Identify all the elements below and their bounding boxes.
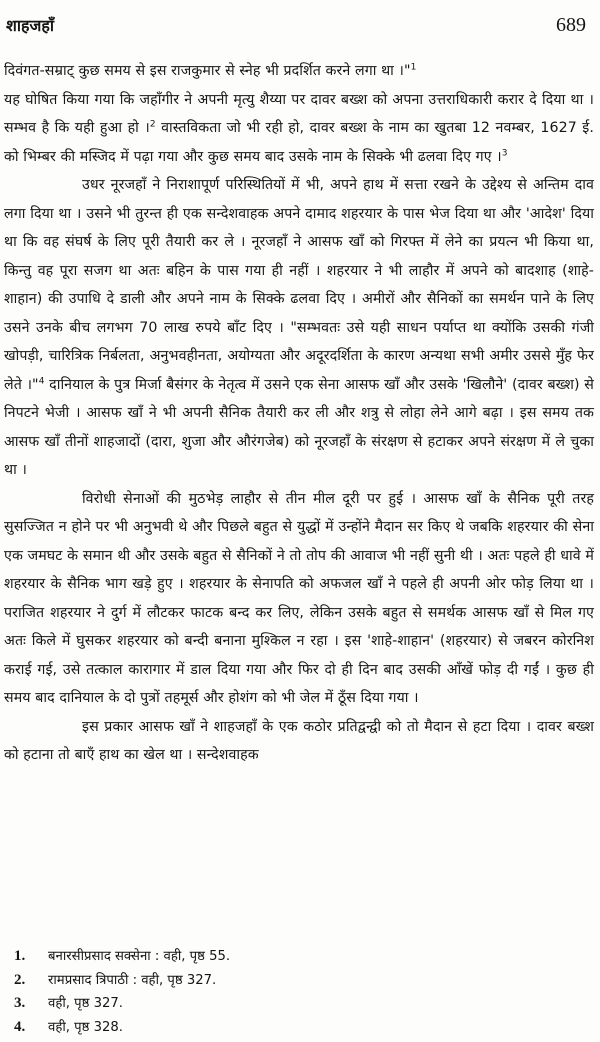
footnote-ref: 4: [38, 375, 45, 386]
footnote-text: वही, पृष्ठ 328.: [48, 1019, 123, 1035]
page-header: [6, 14, 586, 42]
page-number: 689: [556, 14, 586, 36]
footnote-number: 4.: [14, 1018, 26, 1035]
paragraph-1: दिवंगत-सम्राट् कुछ समय से इस राजकुमार से स्नेह भी प्रदर्शित करने लगा था ।"$^1$: [4, 62, 417, 79]
footnote-item: [14, 1016, 590, 1040]
footnote-ref: 2: [149, 119, 156, 130]
footnote-text: वही, पृष्ठ 327.: [48, 996, 123, 1011]
footnote-item: [14, 969, 590, 993]
footnote-item: [14, 992, 590, 1016]
footnote-text: बनारसीप्रसाद सक्सेना : वही, पृष्ठ 55.: [48, 949, 231, 964]
paragraph-5: इस प्रकार आसफ खाँ ने शाहजहाँ के एक कठोर प्रतिद्वन्द्वी को तो मैदान से हटा दिया । दावर बख्श को हटाना तो बाएँ हाथ का खेल था । सन्देशवाहक: [4, 718, 594, 763]
paragraph-4: विरोधी सेनाओं की मुठभेड़ लाहौर से तीन मील दूरी पर हुई । आसफ खाँ के सैनिक पूरी तरह सुसज्जित न होने पर भी अनुभवी थे और पिछले बहुत से युद्धों में उन्होंने मैदान सर किए थे जबकि शहरयार की सेना एक जमघट के समान थी और उसके बहुत से सैनिकों ने तो तोप की आवाज भी नहीं सुनी थी । अतः पहले ही धावे में शहरयार के सैनिक भाग खड़े हुए । शहरयार के सेनापति को अफजल खाँ ने पहले ही अपनी ओर फोड़ लिया था । पराजित शहरयार ने दुर्ग में लौटकर फाटक बन्द कर लिए, लेकिन उसके बहुत से समर्थक आसफ खाँ से मिल गए अतः किले में घुसकर शहरयार को बन्दी बनाना मुश्किल न रहा । इस 'शाहे-शाहान' (शहरयार) से जबरन कोरनिश कराई गई, उसे तत्काल कारागार में डाल दिया गया और फिर दो ही दिन बाद उसकी आँखें फोड़ दी गईं । कुछ ही समय बाद दानियाल के दो पुत्रों तहमूर्स और होशंग को भी जेल में ठूँस दिया गया ।: [4, 490, 594, 706]
footnotes: [14, 945, 590, 1039]
footnote-number: 2.: [14, 971, 26, 988]
paragraph-3: उधर नूरजहाँ ने निराशापूर्ण परिस्थितियों में भी, अपने हाथ में सत्ता रखने के उद्देश्य से अन्तिम दाव लगा दिया था । उसने भी तुरन्त ही एक सन्देशवाहक अपने दामाद शहरयार के पास भेज दिया था और 'आदेश' दिया था कि वह संघर्ष के लिए पूरी तैयारी कर ले । नूरजहाँ ने आसफ खाँ को गिरफ्त में लेने का प्रयत्न भी किया था, किन्तु वह पूरा सजग था अतः बहिन के पास गया ही नहीं । शहरयार ने भी लाहौर में अपने को बादशाह (शाहे-शाहान) की उपाधि दे डाली और अपने नाम के सिक्के ढलवा दिए । अमीरों और सैनिकों का समर्थन पाने के लिए उसने उनके बीच लगभग 70 लाख रुपये बाँट दिए । "सम्भवतः उसे यही साधन पर्याप्त था क्योंकि उसकी गंजी खोपड़ी, चारित्रिक निर्बलता, अनुभवहीनता, अयोग्यता और अदूरदर्शिता के कारण अन्यथा सभी अमीर उससे मुँह फेर लेते ।"$^4$ दानियाल के पुत्र मिर्जा बैसंगर के नेतृत्व में उसने एक सेना आसफ खाँ और उसके 'खिलौने' (दावर बख्श) से निपटने भेजी । आसफ खाँ ने भी अपनी सैनिक तैयारी कर ली और शत्रु से लोहा लेने आगे बढ़ा । इस समय तक आसफ खाँ तीनों शाहजादों (दारा, शुजा और औरंगजेब) को नूरजहाँ के संरक्षण से हटाकर अपने संरक्षण में ले चुका था ।: [4, 177, 595, 478]
body-text: [4, 57, 594, 770]
footnote-ref: 1: [410, 62, 417, 73]
running-head: शाहजहाँ: [6, 16, 55, 35]
footnote-number: 3.: [14, 995, 26, 1011]
footnote-number: 1.: [14, 948, 26, 964]
footnote-item: [14, 945, 590, 969]
paragraph-2: यह घोषित किया गया कि जहाँगीर ने अपनी मृत्यु शैय्या पर दावर बख्श को अपना उत्तराधिकारी करार दे दिया था । सम्भव है कि यही हुआ हो ।$^2$ वास्तविकता जो भी रही हो, दावर बख्श के नाम का खुतबा 12 नवम्बर, 1627 ई. को भिम्बर की मस्जिद में पढ़ा गया और कुछ समय बाद उसके नाम के सिक्के भी ढलवा दिए गए ।$^3$: [4, 91, 594, 165]
footnote-text: रामप्रसाद त्रिपाठी : वही, पृष्ठ 327.: [48, 972, 217, 988]
footnote-ref: 3: [501, 147, 508, 158]
